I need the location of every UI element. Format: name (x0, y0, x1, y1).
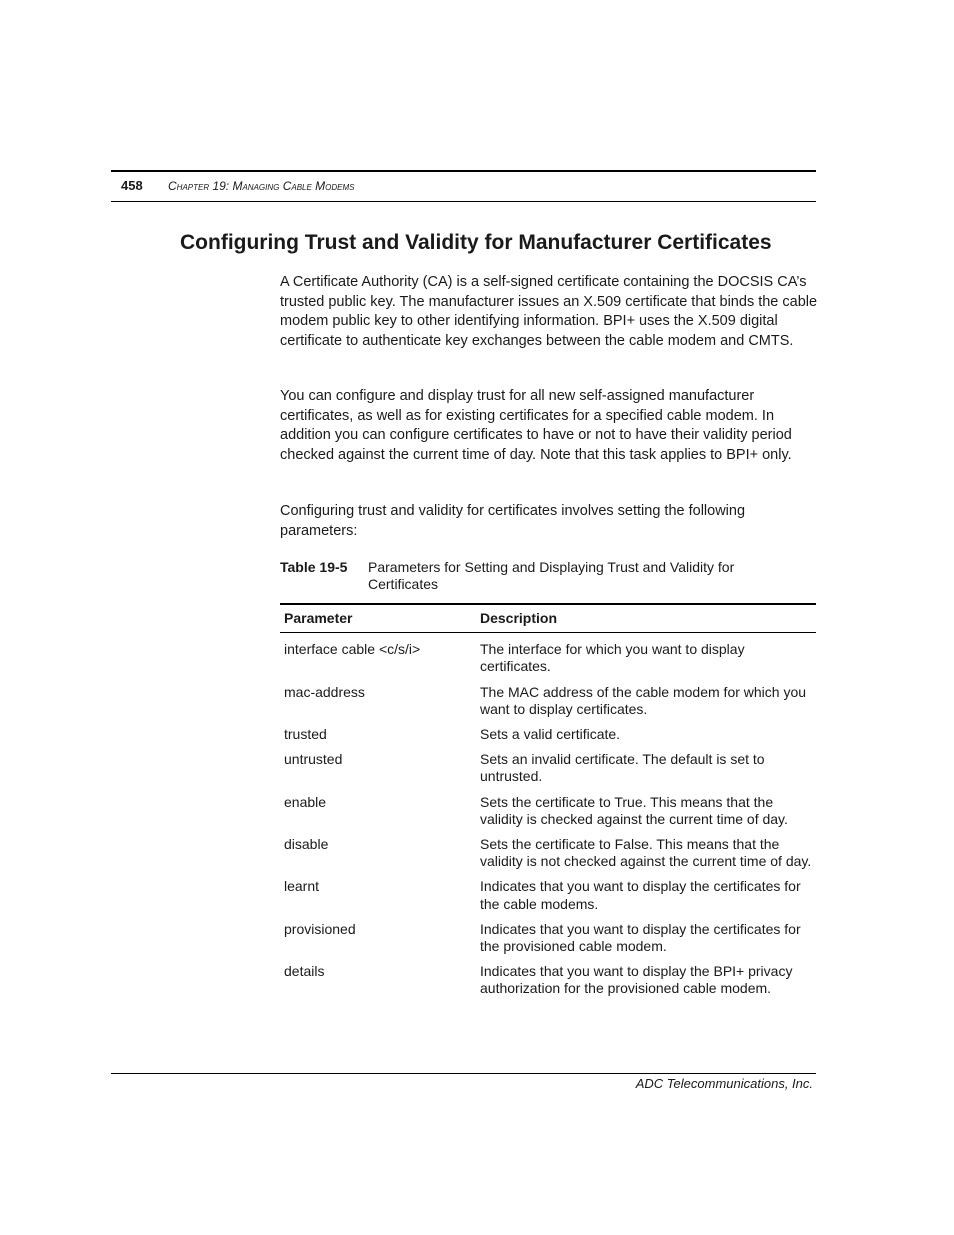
footer-company: ADC Telecommunications, Inc. (635, 1076, 813, 1091)
param-cell: trusted (284, 726, 327, 743)
desc-cell: The interface for which you want to display certificates. (480, 641, 745, 675)
param-cell: interface cable <c/s/i> (284, 641, 421, 658)
param-cell: mac-address (284, 683, 365, 700)
table-row (280, 751, 816, 793)
header-rule-top (111, 170, 816, 172)
table-header-row (280, 604, 816, 633)
param-cell: enable (284, 793, 327, 810)
param-cell: learnt (284, 878, 320, 895)
table-row (280, 726, 816, 751)
parameters-table (280, 603, 816, 1006)
table-caption (280, 559, 810, 593)
table-caption-line1: Parameters for Setting and Displaying Trust and Validity for (368, 559, 735, 575)
running-head (168, 179, 354, 193)
desc-cell: Sets the certificate to True. This means that the validity is checked against the current time of day. (480, 793, 788, 827)
table-row (280, 963, 816, 1005)
desc-cell: Indicates that you want to display the certificates for the cable modems. (480, 878, 801, 912)
param-cell: disable (284, 836, 329, 853)
desc-cell: Sets a valid certificate. (480, 726, 621, 743)
paragraph-intro: A Certificate Authority (CA) is a self-signed certificate containing the DOCSIS CA’s trusted public key. The manufacturer issues an X.509 certificate that binds the cable modem public key to other identifying information. BPI+ uses the X.509 digital certificate to authenticate key exchanges between the cable modem and CMTS. (280, 274, 818, 349)
table-row (280, 878, 816, 920)
param-cell: untrusted (284, 751, 343, 768)
table-row (280, 684, 816, 726)
header-description: Description (476, 604, 816, 633)
page-number: 458 (121, 178, 143, 193)
param-cell: provisioned (284, 920, 356, 937)
desc-cell: The MAC address of the cable modem for which you want to display certificates. (480, 683, 807, 717)
running-head-text: Chapter 19: Managing Cable Modems (168, 179, 355, 193)
table-row (280, 836, 816, 878)
desc-cell: Sets the certificate to False. This means that the validity is not checked against the current time of day. (480, 836, 812, 870)
table-label: Table 19-5 (280, 559, 348, 575)
paragraph-trust: You can configure and display trust for all new self-assigned manufacturer certificates, as well as for existing certificates for a specified cable modem. In addition you can configure certificates to have or not to have their validity period checked against the current time of day. Note that this task applies to BPI+ only. (280, 388, 792, 463)
table-row (280, 794, 816, 836)
section-title: Configuring Trust and Validity for Manufacturer Certificates (180, 231, 772, 254)
header-rule-bottom (111, 201, 816, 202)
table-row (280, 921, 816, 963)
desc-cell: Sets an invalid certificate. The default is set to untrusted. (480, 751, 765, 785)
paragraph-params-intro: Configuring trust and validity for certificates involves setting the following parameters: (280, 503, 746, 539)
desc-cell: Indicates that you want to display the BPI+ privacy authorization for the provisioned cable modem. (480, 963, 793, 997)
table-caption-line2: Certificates (368, 576, 439, 592)
footer-rule (111, 1073, 816, 1074)
param-cell: details (284, 963, 325, 980)
table-row (280, 633, 816, 684)
header-parameter: Parameter (280, 604, 476, 633)
desc-cell: Indicates that you want to display the certificates for the provisioned cable modem. (480, 920, 801, 955)
